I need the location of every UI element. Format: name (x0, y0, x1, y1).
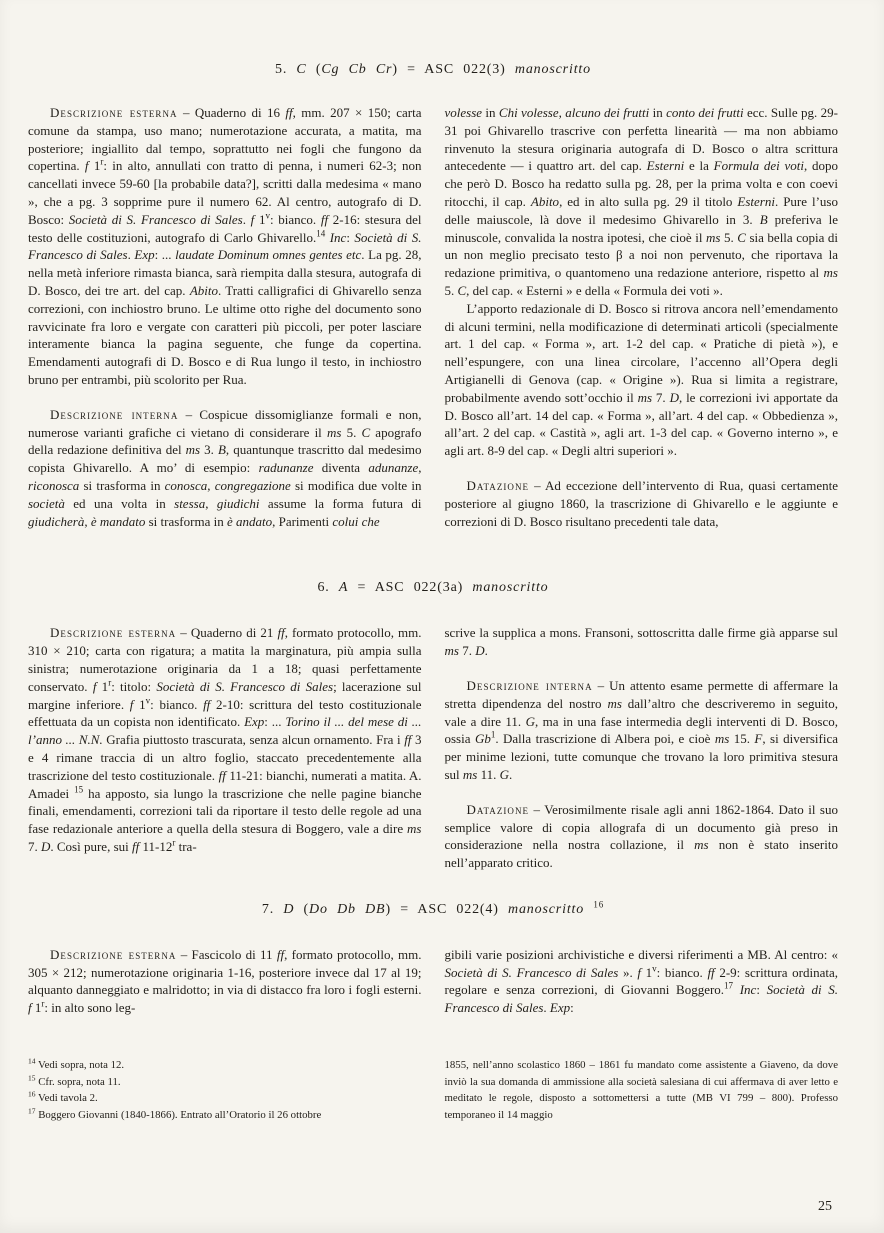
column-right (445, 946, 839, 1017)
paragraph: Descrizione esterna – Quaderno di 16 ff, mm. 207 × 150; carta comune da stampa, uso mano; numerotazione accurata, a matita, ma posteriore; ingiallito dal tempo, soprattutto nei fogli che fungono da copertina. f 1$^r$: in alto, annullati con tratto di penna, i numeri 62-3; non cancellati invece 59-60 [la probabile data?], scritti dalla medesima « mano », che a pg. 3 sopprime pure il numero 62. Al centro, autografo di D. Bosco: Società di S. Francesco di Sales. f 1$^v$: bianco. ff 2-16: stesura del testo delle costituzioni, autografo di Carlo Ghivarello.$^{14}$ Inc: Società di S. Francesco di Sales. Exp: ... laudate Dominum omnes gentes etc. La pg. 28, nella metà inferiore rimasta bianca, sarà riempita dalla stesura, autografa di D. Bosco, dei tre art. del cap. Abito. Tratti calligrafici di Ghivarello senza correzioni, con inchiostro bruno. Le ultime otto righe del documento sono ravvicinate fra loro e vergate con caratteri più piccoli, per poter lasciare interamente bianca la pagina seguente, che funge da copertina. Emendamenti autografi di D. Bosco e di Rua lungo il testo, in inchiostro bruno per entrambi, più scolorito per Rua. (28, 105, 422, 387)
footnote: $^{17}$ Boggero Giovanni (1840-1866). Entrato all’Oratorio il 26 ottobre (28, 1105, 322, 1121)
paragraph: Descrizione interna – Un attento esame permette di affermare la stretta dipendenza del nostro ms dall’altro che descriveremo in seguito, vale a dire 11. G, ma in una fase intermedia degli interventi di D. Bosco, ossia Gb$^1$. Dalla trascrizione di Albera poi, e cioè ms 15. F, si diversifica per minime lezioni, tutte comunque che trovano la loro primitiva stesura sul ms 11. G. (444, 677, 838, 782)
section-5 (28, 62, 838, 530)
section-heading-6: 6. A = ASC 022(3a) manoscritto (317, 580, 549, 596)
footnotes (28, 1057, 838, 1123)
section-columns (28, 624, 838, 872)
paragraph: Descrizione interna – Cospicue dissomiglianze formali e non, numerose varianti grafiche ci vietano di considerare il ms 5. C apografo della redazione definitiva del ms 3. B, quantunque trascritto dal medesimo copista Ghivarello. A mo’ di esempio: radunanze diventa adunanze, riconosca si trasforma in conosca, congregazione si modifica due volte in società ed una volta in stessa, giudichi assume la forma futura di giudicherà, è mandato si trasforma in è andato, Parimenti colui che (28, 406, 422, 529)
footnote: 1855, nell’anno scolastico 1860 – 1861 fu mandato come assistente a Giaveno, da dove inviò la sua domanda di ammissione alla società salesiana di cui affermava di aver letto e meditato le regole, disposto a sottomettersi a tutte (MB VI 799 – 800). Professo temporaneo il 14 maggio (444, 1059, 838, 1121)
footnote: $^{16}$ Vedi tavola 2. (28, 1089, 98, 1105)
footnotes-left-column (28, 1057, 422, 1123)
paragraph: L’apporto redazionale di D. Bosco si ritrova ancora nell’emendamento di alcuni termini, nella modificazione di determinati articoli (specialmente art. 1 del cap. « Forma », art. 1-2 del cap. « Pratiche di pietà »), e nell’espungere, con una linea circolare, l’accenno all’Opera degli Artigianelli di Genova (cap. « Origine »). Rua si limita a registrare, probabilmente avendo sott’occhio il ms 7. D, le correzioni ivi apportate da D. Bosco all’art. 14 del cap. « Forma », all’art. 4 del cap. « Obbedienza », all’art. 2 del cap. « Castità », agli art. 1-3 del cap. « Governo interno », e agli art. 8-9 del cap. « Degli altri superiori ». (444, 300, 838, 459)
paragraph: Descrizione esterna – Quaderno di 21 ff, formato protocollo, mm. 310 × 210; carta con rigatura; a matita la marginatura, più ampia sulla sinistra; numerotazione originaria da 1 a 18; quasi perfettamente conservato. f 1$^r$: titolo: Società di S. Francesco di Sales; lacerazione sul margine inferiore. f 1$^v$: bianco. ff 2-10: scrittura del testo costituzionale effettuata da un copista non identificato. Exp: ... Torino il ... del mese di ... l’anno ... N.N. Grafia piuttosto trascurata, senza alcun ornamento. Fra i ff 3 e 4 rimane traccia di un altro foglio, staccato precedentemente alla trascrizione del testo costituzionale. ff 11-21: bianchi, numerati a matita. A. Amadei $^{15}$ ha apposto, sia lungo la trascrizione che nelle pagine bianche finali, emendamenti, correzioni tali da riportare il testo delle regole ad una fase redazionale anteriore a quella della stesura di Boggero, vale a dire ms 7. D. Così pure, sui ff 11-12$^r$ tra- (28, 625, 422, 854)
section-columns (28, 104, 838, 530)
paragraph: volesse in Chi volesse, alcuno dei frutti in conto dei frutti ecc. Sulle pg. 29-31 poi Ghivarello trascrive con perfetta linearità — ma non abbiamo rinvenuto la stesura originaria autografa di D. Bosco o altra scrittura antecedente — i quattro art. del cap. Esterni e la Formula dei voti, dopo che però D. Bosco ha redatto sulla pg. 28, per la prima volta e con coevi ritocchi, il cap. Abito, ed in alto sulla pg. 29 il titolo Esterni. Pure l’uso delle maiuscole, là dove il medesimo Ghivarello in 3. B preferiva le minuscole, convalida la nostra ipotesi, che cioè il ms 5. C sia bella copia di un non meglio precisato testo β a noi non pervenuto, che riportava la redazione primitiva, o quantomeno una redazione anteriore, rispetto al ms 5. C, del cap. « Esterni » e della « Formula dei voti ». (444, 105, 839, 298)
footnote: $^{14}$ Vedi sopra, nota 12. (28, 1056, 125, 1072)
page-number: 25 (818, 1199, 832, 1214)
column-left (28, 104, 422, 530)
section-heading-7: 7. D (Do Db DB) = ASC 022(4) manoscritto $^{16}$ (261, 899, 605, 917)
column-right (445, 104, 839, 530)
section-columns (28, 946, 838, 1017)
paragraph: scrive la supplica a mons. Fransoni, sottoscritta dalle firme già apparse sul ms 7. D. (444, 625, 838, 659)
paragraph: gibili varie posizioni archivistiche e diversi riferimenti a MB. Al centro: « Società di S. Francesco di Sales ». f 1$^v$: bianco. ff 2-9: scrittura ordinata, regolare e senza correzioni, di Giovanni Boggero.$^{17}$ Inc: Società di S. Francesco di Sales. Exp: (444, 946, 838, 1016)
paragraph: Datazione – Ad eccezione dell’intervento di Rua, quasi certamente posteriore al giugno 1860, la trascrizione di Ghivarello e le aggiunte e correzioni di D. Bosco risultano precedenti tale data, (444, 477, 838, 529)
section-heading-5: 5. C (Cg Cb Cr) = ASC 022(3) manoscritto (274, 62, 592, 77)
paragraph: Datazione – Verosimilmente risale agli anni 1862-1864. Dato il suo semplice valore di copia allografa di un documento già preso in considerazione nella nostra collazione, il ms non è stato inserito nell’apparato critico. (444, 801, 838, 871)
section-6 (28, 580, 838, 872)
column-left (28, 624, 422, 872)
sections-container (28, 62, 838, 1017)
footnotes-right-column (445, 1057, 839, 1123)
section-7 (28, 899, 838, 1017)
footnote: $^{15}$ Cfr. sopra, nota 11. (28, 1072, 121, 1088)
column-left (28, 946, 422, 1017)
paragraph: Descrizione esterna – Fascicolo di 11 ff, formato protocollo, mm. 305 × 212; numerotazione originaria 1-16, posteriore invece dal 17 al 19; alquanto danneggiato e malridotto; in via di distacco fra loro i fogli esterni. f 1$^r$: in alto sono leg- (28, 946, 422, 1016)
column-right (445, 624, 839, 872)
